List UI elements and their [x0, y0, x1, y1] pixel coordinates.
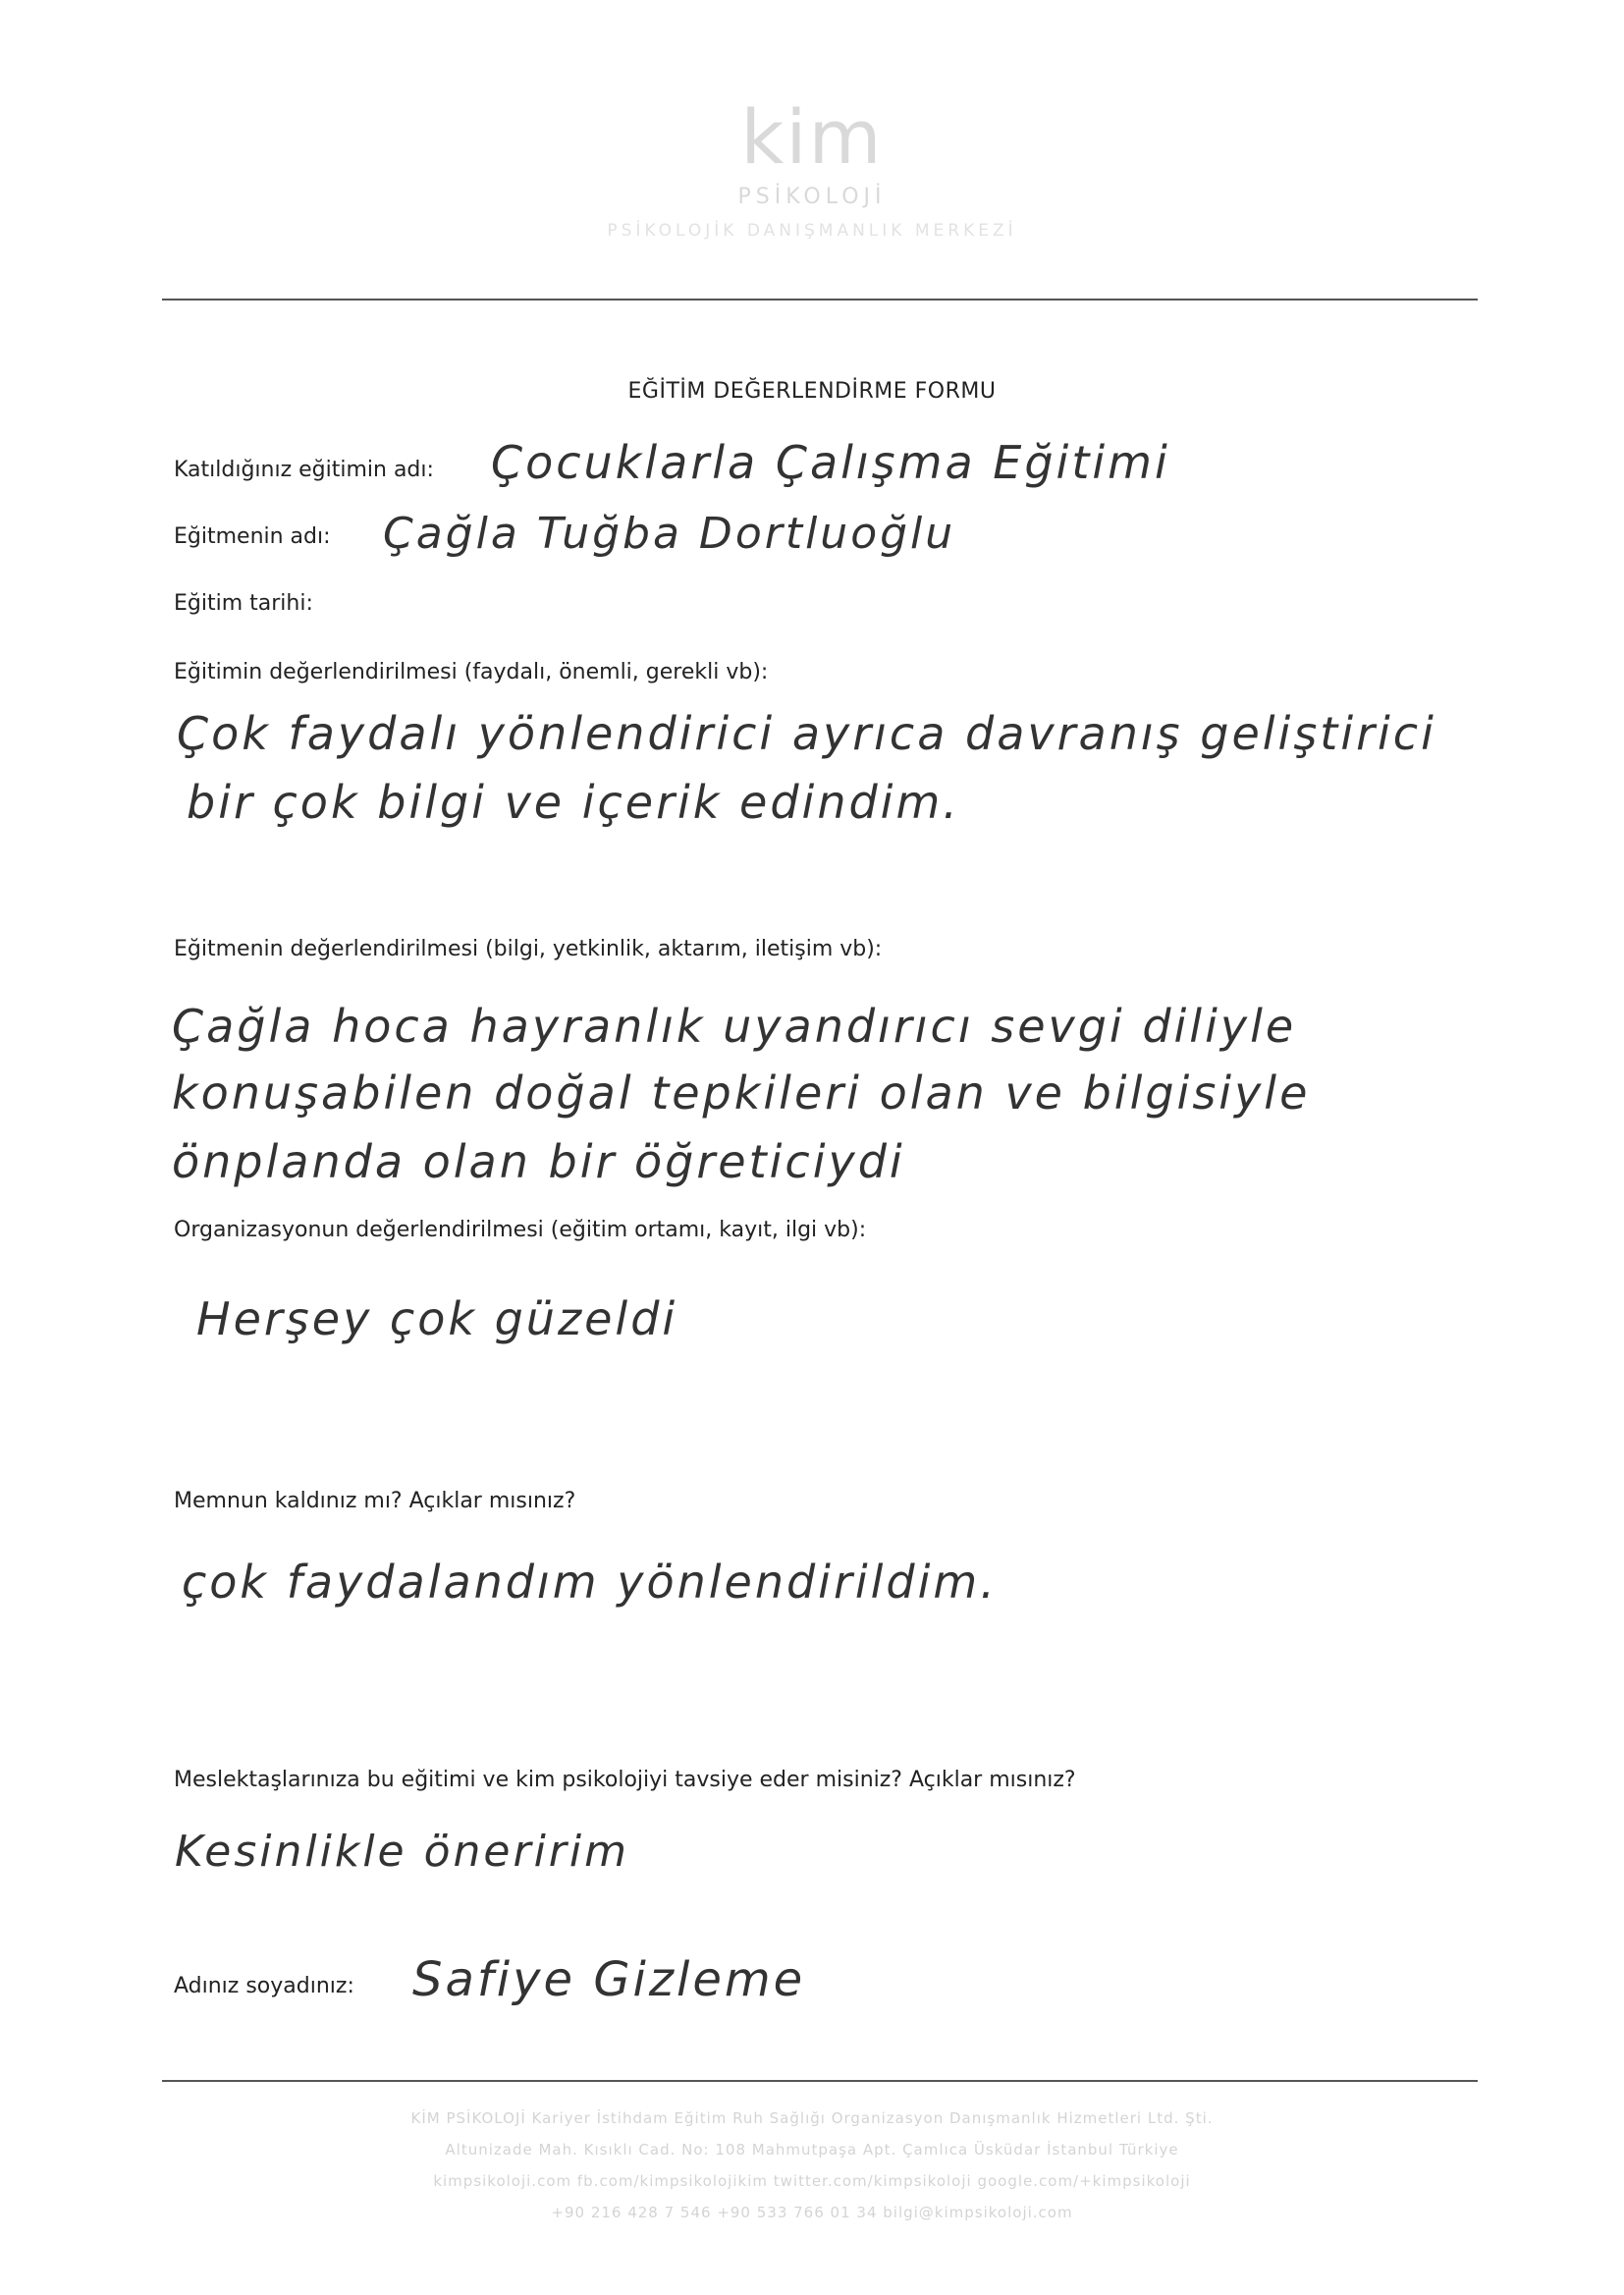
training-name-value: Çocuklarla Çalışma Eğitimi — [491, 436, 1170, 489]
organization-eval-line-1: Herşey çok güzeldi — [196, 1292, 678, 1345]
training-eval-label: Eğitimin değerlendirilmesi (faydalı, önemli, gerekli vb): — [174, 660, 769, 684]
training-eval-line-2: bir çok bilgi ve içerik edindim. — [187, 776, 960, 829]
footer-address: Altunizade Mah. Kısıklı Cad. No: 108 Mahmutpaşa Apt. Çamlıca Üsküdar İstanbul Türkiye — [445, 2141, 1179, 2158]
footer-web: kimpsikoloji.com fb.com/kimpsikolojikim twitter.com/kimpsikoloji google.com/+kimpsikoloji — [433, 2172, 1191, 2190]
satisfaction-line-1: çok faydalandım yönlendirildim. — [182, 1556, 998, 1609]
organization-eval-label: Organizasyonun değerlendirilmesi (eğitim ortamı, kayıt, ilgi vb): — [174, 1218, 867, 1242]
satisfaction-label: Memnun kaldınız mı? Açıklar mısınız? — [174, 1489, 576, 1513]
training-eval-line-1: Çok faydalı yönlendirici ayrıca davranış geliştirici — [177, 707, 1436, 760]
footer-contact: +90 216 428 7 546 +90 533 766 01 34 bilgi@kimpsikoloji.com — [551, 2204, 1073, 2221]
trainer-eval-line-2: konuşabilen doğal tepkileri olan ve bilgisiyle — [172, 1066, 1311, 1120]
trainer-name-label: Eğitmenin adı: — [174, 524, 331, 549]
header-divider — [162, 299, 1478, 301]
footer-company: KİM PSİKOLOJİ Kariyer İstihdam Eğitim Ruh Sağlığı Organizasyon Danışmanlık Hizmetleri Ltd. Şti. — [410, 2109, 1214, 2127]
footer-divider — [162, 2080, 1478, 2082]
logo-word: kim — [740, 93, 884, 181]
logo-subtitle: PSİKOLOJİ — [737, 185, 887, 209]
trainer-eval-line-1: Çağla hoca hayranlık uyandırıcı sevgi diliyle — [172, 1000, 1297, 1053]
kim-psikoloji-logo — [0, 93, 1624, 241]
recommend-label: Meslektaşlarınıza bu eğitimi ve kim psikolojiyi tavsiye eder misiniz? Açıklar mısınız? — [174, 1768, 1076, 1792]
name-value: Safiye Gizleme — [412, 1952, 806, 2007]
name-label: Adınız soyadınız: — [174, 1974, 354, 1998]
trainer-eval-label: Eğitmenin değerlendirilmesi (bilgi, yetkinlik, aktarım, iletişim vb): — [174, 937, 883, 961]
logo-tagline: PSİKOLOJİK DANIŞMANLIK MERKEZİ — [607, 221, 1017, 241]
form-title: EĞİTİM DEĞERLENDİRME FORMU — [627, 379, 997, 404]
trainer-name-value: Çağla Tuğba Dortluoğlu — [383, 509, 956, 559]
training-name-label: Katıldığınız eğitimin adı: — [174, 458, 434, 482]
training-date-label: Eğitim tarihi: — [174, 591, 313, 616]
trainer-eval-line-3: önplanda olan bir öğreticiydi — [172, 1135, 905, 1188]
recommend-line-1: Kesinlikle öneririm — [175, 1827, 629, 1877]
